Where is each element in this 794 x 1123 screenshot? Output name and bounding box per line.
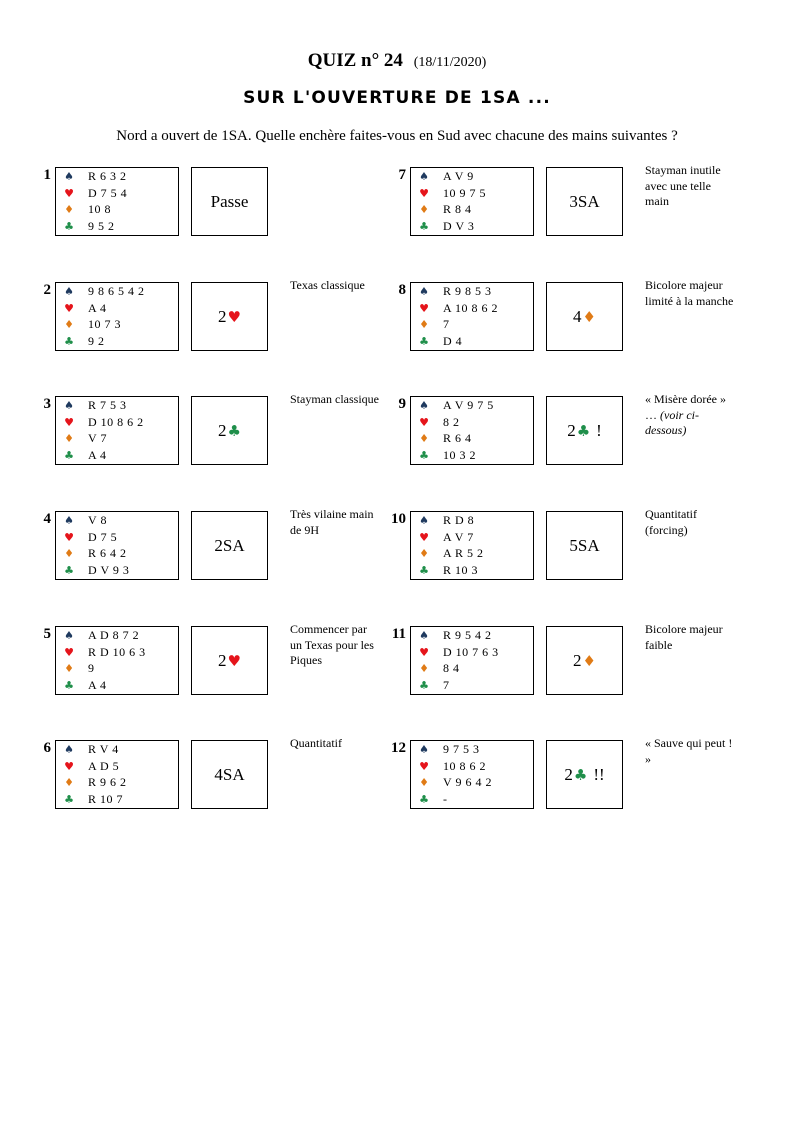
- diamond-icon: ♦: [64, 203, 74, 216]
- club-icon: ♣: [64, 334, 74, 348]
- hand-cards-spades: R 7 5 3: [88, 398, 127, 412]
- answer-box: [546, 511, 623, 580]
- hand-box: [55, 282, 179, 351]
- hand-box: [55, 511, 179, 580]
- hand-box: [410, 167, 534, 236]
- hand-cards-hearts: A V 7: [443, 529, 474, 544]
- heart-icon: ♥: [227, 308, 241, 326]
- answer-bid: 2: [218, 651, 227, 670]
- answer-bid: 3SA: [569, 192, 600, 211]
- answer-comment-text: Quantitatif: [290, 736, 342, 750]
- hand-cards-diamonds: R 6 4: [443, 431, 472, 445]
- quiz-item: [380, 163, 740, 237]
- hand-cards-diamonds: 7: [443, 317, 450, 331]
- hand-box: [55, 167, 179, 236]
- answer-comment: [290, 392, 380, 408]
- answer-box: [191, 511, 268, 580]
- hand-cards-spades: R D 8: [443, 513, 475, 527]
- answer-box: [546, 282, 623, 351]
- answer-comment-text: Quantitatif (forcing): [645, 507, 697, 537]
- spade-icon: ♠: [64, 514, 74, 527]
- answer-comment-text: Texas classique: [290, 278, 365, 292]
- answer-box: [191, 282, 268, 351]
- answer-comment-text: Très vilaine main de 9H: [290, 507, 374, 537]
- hand-cards-spades: 9 8 6 5 4 2: [88, 284, 145, 298]
- answer-mark: !: [596, 421, 602, 440]
- hand-cards-spades: A V 9: [443, 169, 474, 183]
- answer-box: [191, 167, 268, 236]
- hand-cards-hearts: 8 2: [443, 414, 460, 429]
- answer-comment-text: Bicolore majeur limité à la manche: [645, 278, 734, 308]
- answer-comment: [645, 507, 735, 538]
- answer-box: [546, 167, 623, 236]
- hand-cards-hearts: D 7 5 4: [88, 185, 128, 200]
- answer-comment-text: « Sauve qui peut ! »: [645, 736, 733, 766]
- quiz-item: [25, 622, 385, 696]
- club-icon: ♣: [419, 219, 429, 233]
- quiz-number: 4: [43, 511, 51, 527]
- hand-cards-spades: R 9 8 5 3: [443, 284, 492, 298]
- answer-bid: 2: [218, 421, 227, 440]
- spade-icon: ♠: [419, 629, 429, 642]
- hand-cards-hearts: A 4: [88, 300, 107, 315]
- answer-bid: 2: [564, 765, 573, 784]
- hand-cards-clubs: D V 3: [443, 218, 475, 233]
- diamond-icon: ♦: [419, 776, 429, 789]
- answer-comment: [290, 278, 380, 294]
- hand-cards-spades: A D 8 7 2: [88, 628, 140, 642]
- quiz-number: 1: [43, 167, 51, 183]
- hand-cards-spades: R V 4: [88, 742, 119, 756]
- answer-bid: 2: [567, 421, 576, 440]
- quiz-item: [25, 507, 385, 581]
- answer-bid: 2SA: [214, 536, 245, 555]
- answer-comment: [290, 622, 380, 669]
- club-icon: ♣: [419, 334, 429, 348]
- answer-comment: [290, 736, 380, 752]
- answer-comment: [645, 392, 735, 439]
- answer-comment: [645, 622, 735, 653]
- quiz-item: [380, 392, 740, 466]
- diamond-icon: ♦: [64, 662, 74, 675]
- hand-cards-hearts: A D 5: [88, 758, 120, 773]
- hand-cards-hearts: D 10 8 6 2: [88, 414, 144, 429]
- spade-icon: ♠: [419, 743, 429, 756]
- answer-bid: 4: [573, 307, 582, 326]
- hand-cards-spades: R 9 5 4 2: [443, 628, 492, 642]
- answer-comment: [645, 736, 735, 767]
- hand-cards-clubs: A 4: [88, 447, 107, 462]
- hand-cards-clubs: -: [443, 791, 448, 806]
- answer-box: [546, 396, 623, 465]
- heart-icon: ♥: [419, 759, 429, 773]
- answer-box: [191, 396, 268, 465]
- hand-cards-clubs: 10 3 2: [443, 447, 476, 462]
- answer-comment-text: Bicolore majeur faible: [645, 622, 723, 652]
- hand-cards-clubs: R 10 7: [88, 791, 124, 806]
- club-icon: ♣: [419, 563, 429, 577]
- answer-comment: [645, 163, 735, 210]
- quiz-item: [25, 167, 385, 237]
- quiz-item: [25, 278, 385, 352]
- diamond-icon: ♦: [419, 203, 429, 216]
- heart-icon: ♥: [64, 186, 74, 200]
- hand-cards-hearts: 10 8 6 2: [443, 758, 486, 773]
- hand-cards-diamonds: 10 8: [88, 202, 111, 216]
- spade-icon: ♠: [64, 629, 74, 642]
- diamond-icon: ♦: [419, 547, 429, 560]
- answer-bid: 2: [218, 307, 227, 326]
- club-icon: ♣: [419, 448, 429, 462]
- club-icon: ♣: [419, 792, 429, 806]
- heart-icon: ♥: [419, 415, 429, 429]
- hand-cards-diamonds: 8 4: [443, 661, 460, 675]
- heart-icon: ♥: [419, 301, 429, 315]
- quiz-date: (18/11/2020): [413, 55, 487, 70]
- spade-icon: ♠: [419, 285, 429, 298]
- hand-cards-diamonds: V 7: [88, 431, 107, 445]
- quiz-number: 6: [43, 740, 51, 756]
- hand-cards-clubs: A 4: [88, 677, 107, 692]
- heart-icon: ♥: [227, 652, 241, 670]
- club-icon: ♣: [576, 422, 591, 440]
- club-icon: ♣: [64, 678, 74, 692]
- hand-box: [410, 511, 534, 580]
- answer-comment: [645, 278, 735, 309]
- hand-cards-hearts: A 10 8 6 2: [443, 300, 499, 315]
- diamond-icon: ♦: [582, 308, 596, 326]
- heart-icon: ♥: [419, 645, 429, 659]
- hand-box: [410, 740, 534, 809]
- quiz-number: 11: [391, 626, 406, 642]
- quiz-number: 9: [398, 396, 406, 412]
- answer-bid: 2: [573, 651, 582, 670]
- hand-cards-diamonds: R 8 4: [443, 202, 472, 216]
- heart-icon: ♥: [64, 301, 74, 315]
- club-icon: ♣: [64, 792, 74, 806]
- answer-box: [546, 626, 623, 695]
- hand-cards-diamonds: A R 5 2: [443, 546, 484, 560]
- quiz-instruction: Nord a ouvert de 1SA. Quelle enchère faites-vous en Sud avec chacune des mains suivantes ?: [116, 128, 678, 144]
- quiz-item: [25, 736, 385, 810]
- quiz-title-text: QUIZ n° 24: [307, 50, 403, 71]
- hand-cards-clubs: 9 5 2: [88, 218, 115, 233]
- club-icon: ♣: [64, 219, 74, 233]
- hand-cards-diamonds: 10 7 3: [88, 317, 121, 331]
- diamond-icon: ♦: [582, 652, 596, 670]
- quiz-number: 12: [391, 740, 406, 756]
- answer-comment-text: Stayman classique: [290, 392, 379, 406]
- quiz-number: 5: [43, 626, 51, 642]
- answer-mark: !!: [593, 765, 605, 784]
- quiz-number: 8: [398, 282, 406, 298]
- diamond-icon: ♦: [419, 318, 429, 331]
- hand-cards-clubs: 7: [443, 677, 450, 692]
- hand-cards-spades: R 6 3 2: [88, 169, 127, 183]
- club-icon: ♣: [227, 422, 241, 440]
- diamond-icon: ♦: [64, 318, 74, 331]
- diamond-icon: ♦: [64, 432, 74, 445]
- hand-box: [410, 626, 534, 695]
- spade-icon: ♠: [419, 170, 429, 183]
- quiz-title: [0, 50, 794, 72]
- hand-box: [410, 282, 534, 351]
- spade-icon: ♠: [419, 514, 429, 527]
- quiz-item: [380, 507, 740, 581]
- diamond-icon: ♦: [64, 547, 74, 560]
- hand-box: [55, 396, 179, 465]
- spade-icon: ♠: [64, 399, 74, 412]
- hand-cards-spades: A V 9 7 5: [443, 398, 494, 412]
- answer-comment-text: Stayman inutile avec une telle main: [645, 163, 721, 208]
- hand-cards-hearts: 10 9 7 5: [443, 185, 486, 200]
- hand-box: [410, 396, 534, 465]
- hand-cards-diamonds: 9: [88, 661, 95, 675]
- hand-cards-hearts: R D 10 6 3: [88, 644, 146, 659]
- answer-box: [191, 626, 268, 695]
- quiz-item: [380, 736, 740, 810]
- answer-box: [191, 740, 268, 809]
- quiz-item: [380, 622, 740, 696]
- diamond-icon: ♦: [419, 432, 429, 445]
- answer-comment-text: « Misère dorée » …: [645, 392, 726, 422]
- hand-cards-clubs: R 10 3: [443, 562, 479, 577]
- hand-box: [55, 626, 179, 695]
- heart-icon: ♥: [64, 645, 74, 659]
- spade-icon: ♠: [64, 170, 74, 183]
- hand-cards-diamonds: V 9 6 4 2: [443, 775, 492, 789]
- hand-cards-hearts: D 10 7 6 3: [443, 644, 499, 659]
- hand-box: [55, 740, 179, 809]
- hand-cards-spades: V 8: [88, 513, 107, 527]
- club-icon: ♣: [64, 563, 74, 577]
- answer-comment: [290, 507, 380, 538]
- club-icon: ♣: [64, 448, 74, 462]
- heart-icon: ♥: [64, 530, 74, 544]
- heart-icon: ♥: [419, 186, 429, 200]
- answer-box: [546, 740, 623, 809]
- spade-icon: ♠: [64, 743, 74, 756]
- heart-icon: ♥: [64, 415, 74, 429]
- quiz-number: 10: [391, 511, 406, 527]
- diamond-icon: ♦: [419, 662, 429, 675]
- spade-icon: ♠: [64, 285, 74, 298]
- hand-cards-clubs: D 4: [443, 333, 463, 348]
- answer-bid: 4SA: [214, 765, 245, 784]
- club-icon: ♣: [573, 766, 588, 784]
- quiz-subtitle: SUR L'OUVERTURE DE 1SA ...: [243, 88, 551, 108]
- heart-icon: ♥: [419, 530, 429, 544]
- spade-icon: ♠: [419, 399, 429, 412]
- club-icon: ♣: [419, 678, 429, 692]
- quiz-number: 2: [43, 282, 51, 298]
- hand-cards-diamonds: R 9 6 2: [88, 775, 127, 789]
- answer-comment-text: Commencer par un Texas pour les Piques: [290, 622, 374, 667]
- hand-cards-clubs: 9 2: [88, 333, 105, 348]
- hand-cards-clubs: D V 9 3: [88, 562, 130, 577]
- quiz-item: [380, 278, 740, 352]
- answer-bid: 5SA: [569, 536, 600, 555]
- quiz-number: 3: [43, 396, 51, 412]
- quiz-number: 7: [398, 167, 406, 183]
- hand-cards-spades: 9 7 5 3: [443, 742, 480, 756]
- hand-cards-hearts: D 7 5: [88, 529, 118, 544]
- diamond-icon: ♦: [64, 776, 74, 789]
- quiz-item: [25, 392, 385, 466]
- hand-cards-diamonds: R 6 4 2: [88, 546, 127, 560]
- heart-icon: ♥: [64, 759, 74, 773]
- answer-bid: Passe: [210, 192, 249, 211]
- answer-comment-note: (voir ci-dessous): [645, 407, 699, 437]
